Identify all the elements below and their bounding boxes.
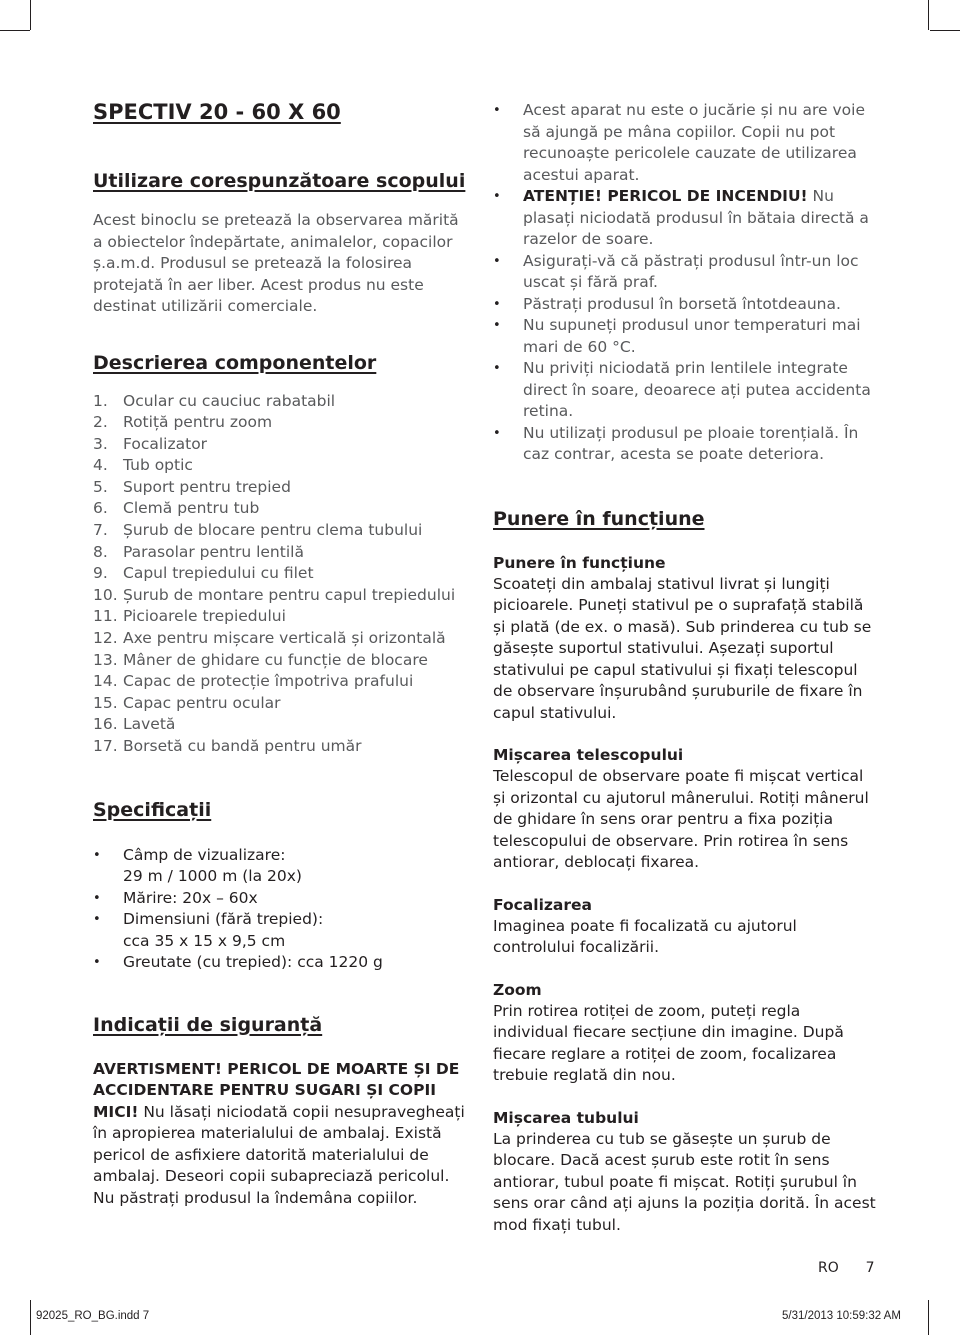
component-item	[93, 563, 473, 585]
component-number: 4.	[93, 456, 108, 475]
operation-section	[493, 979, 878, 1087]
safety-body: Nu supuneți produsul unor temperaturi mai mari de 60 °C.	[523, 316, 861, 356]
safety-bold: ATENȚIE! PERICOL DE INCENDIU!	[523, 187, 808, 205]
component-item	[93, 628, 473, 650]
component-number: 5.	[93, 477, 108, 496]
operation-section-title: Focalizarea	[493, 895, 592, 914]
operation-section-text: Scoateți din ambalaj stativul livrat și lungiți picioarele. Puneți stativul pe o suprafață stabilă și plată (de ex. o masă). Sub prinderea cu tub se găsește suportul stativului. Așezați suportul stativului pe capul stativului și fixați telescopul de observare înșurubând șuruburile de fixare în capul stativului.	[493, 574, 872, 722]
safety-text	[523, 315, 878, 358]
safety-item	[493, 251, 878, 294]
component-number: 3.	[93, 434, 108, 453]
component-label: Focalizator	[123, 434, 208, 453]
component-item	[93, 498, 473, 520]
spec-text	[123, 845, 473, 888]
operation-section	[493, 1107, 878, 1237]
component-item	[93, 455, 473, 477]
crop-mark	[30, 0, 31, 30]
page-number-area	[818, 1260, 875, 1276]
component-number: 14.	[93, 672, 118, 691]
safety-item	[493, 315, 878, 358]
spec-item	[93, 845, 473, 888]
page-number: 7	[865, 1260, 875, 1276]
component-label: Parasolar pentru lentilă	[123, 542, 304, 561]
component-item	[93, 477, 473, 499]
component-label: Borsetă cu bandă pentru umăr	[123, 737, 362, 755]
component-item	[93, 671, 473, 693]
component-label: Lavetă	[123, 715, 176, 734]
component-number: 12.	[93, 629, 118, 648]
component-label: Axe pentru mișcare verticală și orizontală	[123, 629, 446, 648]
operation-section-text: La prinderea cu tub se găsește un șurub de blocare. Dacă acest șurub este rotit în sens antiorar, tubul poate fi mișcat. Rotiți șurubul în sens orar când ați ajuns la poziția dorită. În acest mod fixați tubul.	[493, 1129, 876, 1234]
spec-text	[123, 952, 473, 974]
crop-mark	[930, 30, 960, 31]
component-label: Suport pentru trepied	[123, 477, 291, 496]
bullet-icon: •	[493, 296, 501, 312]
bullet-icon: •	[493, 361, 501, 376]
print-file-info: 92025_RO_BG.indd 7	[36, 1310, 150, 1322]
operation-section-title: Zoom	[493, 980, 542, 999]
crop-mark	[928, 0, 929, 30]
component-label: Șurub de montare pentru capul trepiedului	[123, 585, 456, 604]
component-label: Șurub de blocare pentru clema tubului	[123, 521, 423, 540]
component-number: 9.	[93, 564, 108, 583]
component-number: 8.	[93, 542, 108, 561]
component-item	[93, 606, 473, 628]
component-label: Rotiță pentru zoom	[123, 413, 273, 432]
print-date-info: 5/31/2013 10:59:32 AM	[782, 1310, 901, 1322]
spec-line: Câmp de vizualizare:	[123, 845, 286, 864]
component-number: 15.	[93, 693, 118, 712]
safety-body: Păstrați produsul în borsetă întotdeauna.	[523, 294, 841, 313]
components-list	[93, 391, 473, 758]
bullet-icon: •	[493, 103, 501, 118]
safety-body: Acest aparat nu este o jucărie și nu are voie să ajungă pe mâna copiilor. Copii nu pot recunoaște pericolele cauzate de utilizarea acestui aparat.	[523, 101, 865, 184]
safety-body: Nu utilizați produsul pe ploaie torențială. În caz contrar, acesta se poate deteriora.	[523, 423, 859, 463]
component-item	[93, 434, 473, 456]
bullet-icon: •	[493, 253, 501, 269]
left-column	[93, 100, 473, 1209]
safety-body: Nu priviți niciodată prin lentilele integrate direct în soare, deoarece ați putea accidenta retina.	[523, 359, 871, 420]
page-lang: RO	[818, 1260, 839, 1276]
component-item	[93, 736, 473, 758]
safety-text	[523, 358, 878, 423]
spec-item	[93, 909, 473, 952]
component-item	[93, 542, 473, 564]
operation-section-title: Punere în funcțiune	[493, 553, 666, 572]
components-heading: Descrierea componentelor	[93, 351, 377, 374]
operation-section-title: Mișcarea telescopului	[493, 746, 684, 764]
safety-heading: Indicații de siguranță	[93, 1013, 323, 1036]
safety-warning	[93, 1059, 468, 1210]
component-label: Mâner de ghidare cu funcție de blocare	[123, 650, 428, 669]
safety-item	[493, 294, 878, 316]
safety-text	[523, 100, 878, 186]
document-title: SPECTIV 20 - 60 X 60	[93, 100, 341, 124]
operation-section-text: Prin rotirea rotiței de zoom, puteți regla individual fiecare secțiune din imagine. După fiecare reglare a rotiței de zoom, focalizarea trebuie reglată din nou.	[493, 1001, 844, 1084]
component-number: 10.	[93, 585, 118, 604]
component-number: 11.	[93, 607, 118, 626]
bullet-icon: •	[93, 847, 101, 863]
bullet-icon: •	[93, 890, 101, 906]
spec-item	[93, 952, 473, 974]
component-item	[93, 714, 473, 736]
operation-sections	[493, 552, 878, 1237]
operation-section-text: Telescopul de observare poate fi mișcat vertical și orizontal cu ajutorul mânerului. Rotiți mânerul de ghidare în sens orar pentru a fixa poziția telescopului de observare. Prin rotirea în sens antiorar, deblocați fixarea.	[493, 767, 869, 871]
safety-item	[493, 186, 878, 251]
component-number: 17.	[93, 737, 118, 755]
component-item	[93, 693, 473, 715]
bullet-icon: •	[493, 425, 501, 441]
right-column	[493, 100, 878, 1236]
safety-item	[493, 358, 878, 423]
bullet-icon: •	[493, 318, 501, 333]
crop-mark	[0, 30, 30, 31]
safety-text	[523, 186, 878, 251]
component-number: 1.	[93, 391, 108, 410]
component-item	[93, 520, 473, 542]
warning-text: Nu lăsați niciodată copii nesupravegheați în apropierea materialului de ambalaj. Există pericol de asfixiere datorită materialului de ambalaj. Deseori copii subapreciază pericolul. Nu păstrați produsul la îndemâna copiilor.	[93, 1102, 465, 1207]
operation-section	[493, 744, 878, 874]
spec-line: cca 35 x 15 x 9,5 cm	[123, 931, 286, 950]
component-number: 2.	[93, 413, 108, 432]
component-label: Capac pentru ocular	[123, 693, 281, 712]
safety-body: Asigurați-vă că păstrați produsul într-un loc uscat și fără praf.	[523, 251, 859, 291]
safety-item	[493, 100, 878, 186]
warning-bold: AVERTISMENT! PERICOL DE MOARTE ȘI DE ACCIDENTARE PENTRU SUGARI ȘI COPII MICI!	[93, 1059, 460, 1121]
bullet-icon: •	[493, 189, 501, 204]
spec-line: Greutate (cu trepied): cca 1220 g	[123, 953, 383, 972]
specs-heading: Specificații	[93, 798, 212, 821]
specs-list	[93, 845, 473, 974]
component-item	[93, 650, 473, 672]
crop-mark	[30, 1300, 31, 1335]
operation-section-title: Mișcarea tubului	[493, 1108, 639, 1127]
component-label: Clemă pentru tub	[123, 499, 260, 518]
bullet-icon: •	[93, 912, 101, 928]
component-label: Tub optic	[123, 456, 193, 475]
safety-item	[493, 423, 878, 466]
spec-line: Dimensiuni (fără trepied):	[123, 910, 324, 929]
component-number: 13.	[93, 650, 118, 669]
component-item	[93, 391, 473, 413]
spec-item	[93, 888, 473, 910]
operation-section	[493, 552, 878, 725]
component-item	[93, 412, 473, 434]
safety-body: Nu plasați niciodată produsul în bătaia directă a razelor de soare.	[523, 187, 869, 248]
operation-section	[493, 894, 878, 959]
bullet-icon: •	[93, 955, 101, 971]
component-number: 6.	[93, 499, 108, 518]
spec-line: Mărire: 20x – 60x	[123, 888, 258, 907]
safety-text	[523, 423, 878, 466]
spec-text	[123, 888, 473, 910]
crop-mark	[928, 1300, 929, 1335]
spec-line: 29 m / 1000 m (la 20x)	[123, 867, 302, 886]
component-label: Picioarele trepiedului	[123, 607, 286, 626]
purpose-heading: Utilizare corespunzătoare scopului	[93, 170, 466, 192]
purpose-text: Acest binoclu se pretează la observarea mărită a obiectelor îndepărtate, animalelor, copacilor ș.a.m.d. Produsul se pretează la folosirea protejată în aer liber. Acest produs nu este destinat utilizării comerciale.	[93, 211, 459, 315]
operation-heading: Punere în funcțiune	[493, 507, 705, 530]
operation-section-text: Imaginea poate fi focalizată cu ajutorul controlului focalizării.	[493, 916, 797, 956]
component-item	[93, 585, 473, 607]
component-number: 16.	[93, 715, 118, 734]
safety-text	[523, 251, 878, 294]
component-label: Ocular cu cauciuc rabatabil	[123, 391, 336, 410]
component-number: 7.	[93, 521, 108, 540]
component-label: Capac de protecție împotriva prafului	[123, 672, 414, 691]
safety-text	[523, 294, 878, 316]
component-label: Capul trepiedului cu filet	[123, 564, 314, 583]
spec-text	[123, 909, 473, 952]
safety-list	[493, 100, 878, 466]
